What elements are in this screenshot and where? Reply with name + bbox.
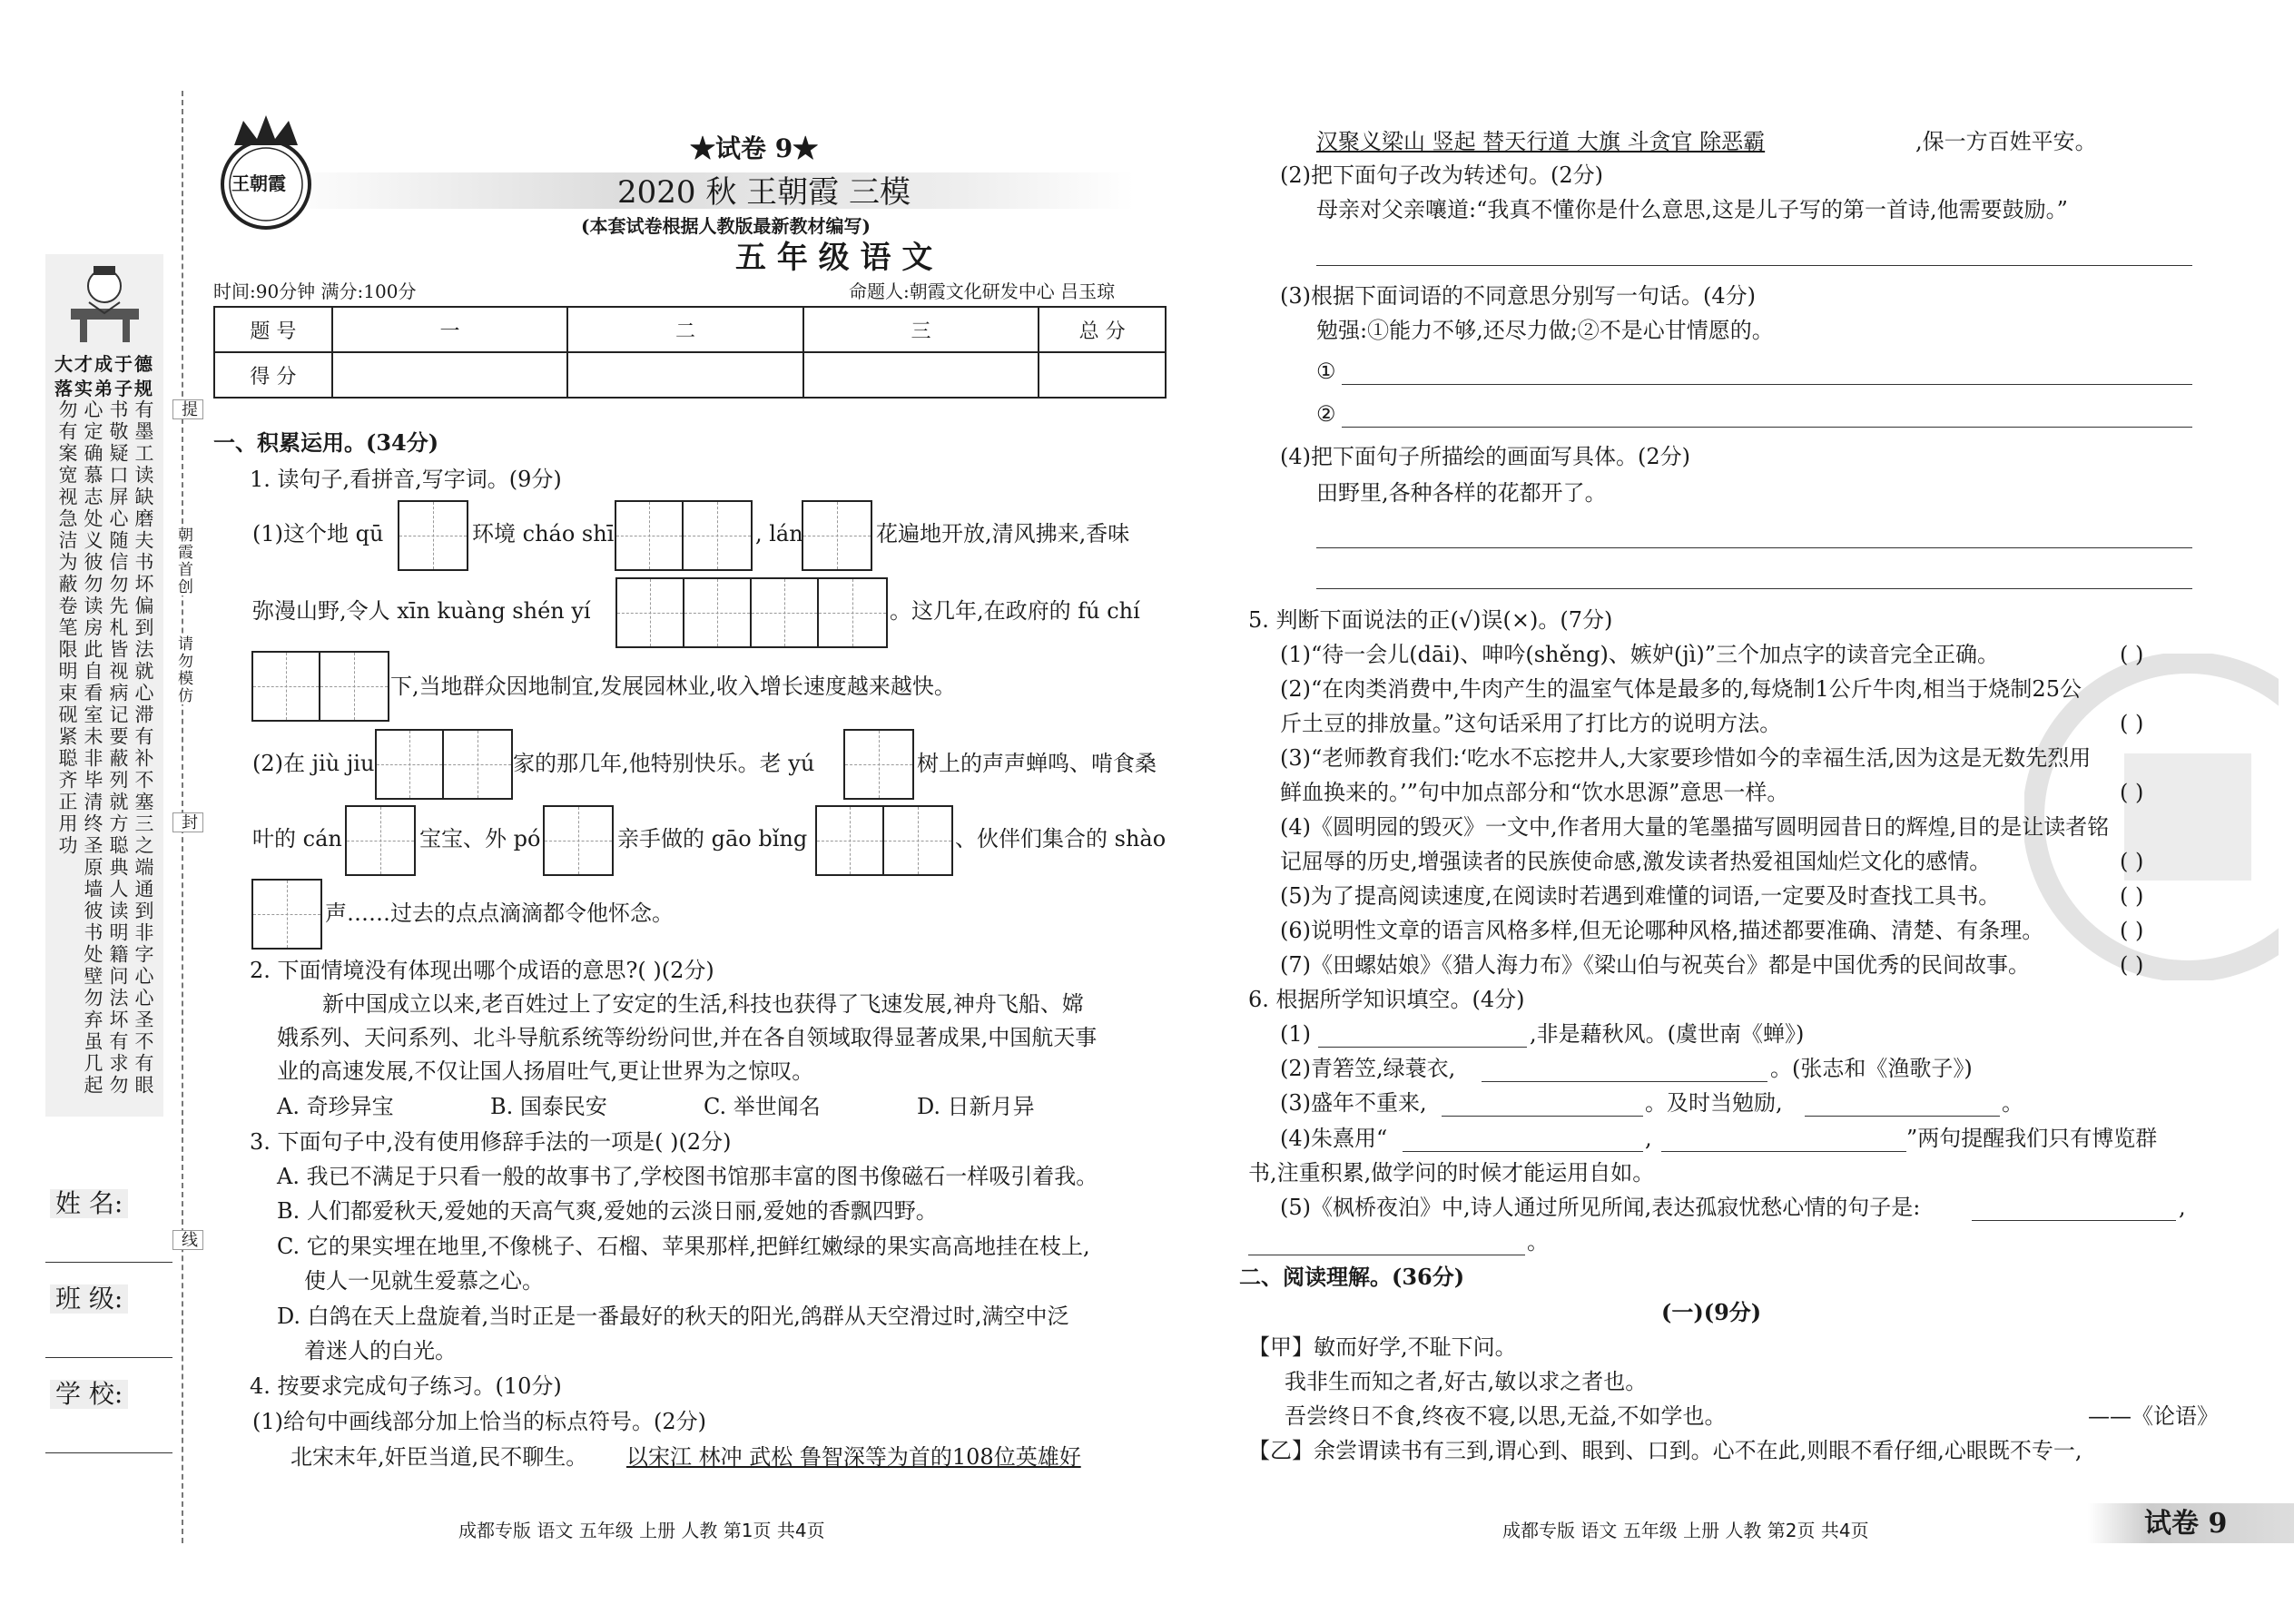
sidebar-motto-1: 大才成于德 — [54, 353, 154, 375]
corner-label: 试卷 9 — [2144, 1508, 2228, 1540]
reading-jia-2: 我非生而知之者,好古,敏以求之者也。 — [1285, 1369, 1648, 1394]
q4-3-number-2: ② — [1316, 401, 1336, 427]
q4-1-passage-c: 汉聚义梁山 竖起 替天行道 大旗 斗贪官 除恶霸 — [1316, 129, 1766, 154]
q3-option-d-1[interactable]: D. 白鸽在天上盘旋着,当时正是一番最好的秋天的阳光,鸽群从天空滑过时,满空中泛 — [277, 1304, 1069, 1329]
q1-line1-a: (1)这个地 qū — [252, 521, 384, 546]
cut-label-ti: 提 — [172, 399, 203, 419]
answer-box-can[interactable] — [345, 805, 416, 876]
q1-line4-a: (2)在 jiù jiu — [252, 751, 375, 776]
q6-4a: (4)朱熹用“ — [1280, 1126, 1388, 1151]
q6-1b: ,非是藉秋风。(虞世南《蝉》) — [1530, 1021, 1805, 1047]
q4-2-title: (2)把下面句子改为转述句。(2分) — [1280, 162, 1603, 188]
q1-line2-b: 。这几年,在政府的 fú chí — [890, 598, 1140, 624]
q2-option-c[interactable]: C. 举世闻名 — [704, 1094, 821, 1119]
score-cell-3[interactable] — [803, 352, 1039, 398]
q5-item-1: (1)“待一会儿(dāi)、呻吟(shěng)、嫉妒(jì)”三个加点字的读音完全正确。 — [1280, 642, 1999, 667]
q6-4-blank-2[interactable] — [1661, 1151, 1906, 1152]
exam-author: 命题人:朝霞文化研发中心 吕玉琼 — [849, 281, 1116, 302]
q1-line5-d: 、伙伴们集合的 shào — [955, 826, 1167, 851]
reading-jia-1: 【甲】敏而好学,不耻下问。 — [1248, 1334, 1517, 1360]
q1-line4-c: 树上的声声蝉鸣、啃食桑 — [917, 751, 1157, 776]
q4-1-passage-b: 以宋江 林冲 武松 鲁智深等为首的108位英雄好 — [626, 1444, 1081, 1470]
logo-text: 王朝霞 — [231, 172, 286, 194]
q2-passage-1: 新中国成立以来,老百姓过上了安定的生活,科技也获得了飞速发展,神舟飞船、嫦 — [322, 991, 1084, 1017]
q6-2b: 。(张志和《渔歌子》) — [1770, 1056, 1973, 1081]
q5-answer-4[interactable]: ( ) — [2120, 849, 2144, 874]
q4-4-title: (4)把下面句子所描绘的画面写具体。(2分) — [1280, 444, 1690, 469]
q4-3-number-1: ① — [1316, 359, 1336, 384]
q4-3-sentence: 勉强:①能力不够,还尽力做;②不是心甘情愿的。 — [1316, 318, 1774, 343]
q6-2a: (2)青箬笠,绿蓑衣, — [1280, 1056, 1456, 1081]
q4-2-answer-line[interactable] — [1316, 265, 2192, 266]
section-2-title: 二、阅读理解。(36分) — [1239, 1264, 1465, 1290]
school-line[interactable] — [45, 1452, 172, 1453]
reading-1-title: (一)(9分) — [1661, 1299, 1762, 1325]
score-table-header-row — [214, 307, 1166, 352]
q1-line5-c: 亲手做的 gāo bǐng — [617, 826, 808, 851]
answer-box-fuchi[interactable] — [251, 651, 389, 722]
q6-4d: 书,注重积累,做学问的时候才能运用自如。 — [1248, 1160, 1655, 1186]
q2-passage-2: 娥系列、天问系列、北斗导航系统等纷纷问世,并在各自领域取得显著成果,中国航天事 — [277, 1025, 1098, 1050]
q4-4-answer-line-1[interactable] — [1316, 547, 2192, 548]
score-table-score-row — [214, 352, 1166, 398]
q3-option-a[interactable]: A. 我已不满足于只看一般的故事书了,学校图书馆那丰富的图书像磁石一样吸引着我。 — [277, 1164, 1098, 1189]
score-header-label: 题 号 — [214, 307, 332, 352]
q6-1a: (1) — [1280, 1021, 1311, 1047]
cut-label-xian: 线 — [172, 1230, 203, 1250]
answer-box-xinkuang[interactable] — [615, 577, 888, 648]
cartoon-scholar-icon — [53, 259, 157, 349]
q2-option-b[interactable]: B. 国泰民安 — [490, 1094, 607, 1119]
q5-item-4a: (4)《圆明园的毁灭》一文中,作者用大量的笔墨描写圆明园昔日的辉煌,目的是让读者铭 — [1280, 814, 2110, 840]
answer-box-lan[interactable] — [802, 500, 872, 571]
q2-option-d[interactable]: D. 日新月异 — [917, 1094, 1035, 1119]
score-table — [213, 306, 1167, 399]
header-subtitle: (本套试卷根据人教版最新教材编写) — [581, 215, 871, 237]
q3-option-c-2: 使人一见就生爱慕之心。 — [304, 1268, 544, 1294]
score-row-label: 得 分 — [214, 352, 332, 398]
q5-item-4b: 记屈辱的历史,增强读者的民族使命感,激发读者热爱祖国灿烂文化的感情。 — [1280, 849, 1992, 874]
q6-5b: , — [2179, 1195, 2186, 1220]
header-badge: ★试卷 9★ — [690, 133, 819, 163]
q1-line5-b: 宝宝、外 pó — [419, 826, 541, 851]
q4-1-title: (1)给句中画线部分加上恰当的标点符号。(2分) — [252, 1409, 706, 1434]
cut-label-feng: 封 — [172, 812, 203, 832]
q5-answer-7[interactable]: ( ) — [2120, 952, 2144, 978]
q1-line6: 声……过去的点点滴滴都令他怀念。 — [325, 901, 674, 926]
q6-1-blank[interactable] — [1318, 1047, 1527, 1048]
q5-item-3a: (3)“老师教育我们:‘吃水不忘挖井人,大家要珍惜如今的幸福生活,因为这是无数先烈用 — [1280, 745, 2092, 771]
q4-title: 4. 按要求完成句子练习。(10分) — [250, 1373, 562, 1399]
time-score: 时间:90分钟 满分:100分 — [213, 281, 417, 302]
q5-item-2b: 斤土豆的排放量。”这句话采用了打比方的说明方法。 — [1280, 711, 1782, 736]
name-line[interactable] — [45, 1262, 172, 1263]
q6-5-blank-1[interactable] — [1972, 1220, 2176, 1221]
q5-item-6: (6)说明性文章的语言风格多样,但无论哪种风格,描述都要准确、清楚、有条理。 — [1280, 918, 2044, 943]
class-line[interactable] — [45, 1357, 172, 1358]
score-cell-total[interactable] — [1039, 352, 1166, 398]
score-cell-2[interactable] — [567, 352, 802, 398]
score-header-3: 三 — [803, 307, 1039, 352]
score-cell-1[interactable] — [332, 352, 567, 398]
q4-1-passage-d: ,保一方百姓平安。 — [1915, 129, 2097, 154]
q3-option-c-1[interactable]: C. 它的果实埋在地里,不像桃子、石榴、苹果那样,把鲜红嫩绿的果实高高地挂在枝上, — [277, 1234, 1090, 1259]
q1-line2-a: 弥漫山野,令人 xīn kuàng shén yí — [252, 598, 591, 624]
q1-line5-a: 叶的 cán — [252, 826, 342, 851]
q4-2-sentence: 母亲对父亲嚷道:“我真不懂你是什么意思,这是儿子写的第一首诗,他需要鼓励。” — [1316, 197, 2068, 222]
q3-option-d-2: 着迷人的白光。 — [304, 1338, 457, 1363]
q4-3-answer-line-1[interactable] — [1342, 384, 2192, 385]
cut-label-chuangzuo: 朝霞首创 — [169, 527, 198, 595]
q1-title: 1. 读句子,看拼音,写字词。(9分) — [250, 467, 562, 492]
q6-4b: , — [1645, 1126, 1652, 1151]
q5-item-2a: (2)“在肉类消费中,牛肉产生的温室气体是最多的,每烧制1公斤牛肉,相当于烧制25公 — [1280, 676, 2082, 702]
q1-line4-b: 家的那几年,他特别快乐。老 yú — [513, 751, 815, 776]
q5-answer-5[interactable]: ( ) — [2120, 883, 2144, 909]
q5-item-7: (7)《田螺姑娘》《猎人海力布》《梁山伯与祝英台》都是中国优秀的民间故事。 — [1280, 952, 2030, 978]
page-footer-left: 成都专版 语文 五年级 上册 人教 第1页 共4页 — [458, 1520, 825, 1541]
answer-box-po[interactable] — [543, 805, 614, 876]
school-label: 学 校: — [50, 1380, 128, 1409]
answer-box-chaoshi[interactable] — [615, 500, 753, 571]
answer-box-shao[interactable] — [251, 879, 322, 950]
score-header-total: 总 分 — [1039, 307, 1166, 352]
q4-3-answer-line-2[interactable] — [1342, 427, 2192, 428]
q3-title: 3. 下面句子中,没有使用修辞手法的一项是( )(2分) — [250, 1129, 732, 1155]
name-label: 姓 名: — [50, 1189, 128, 1218]
q6-4-blank-1[interactable] — [1403, 1151, 1643, 1152]
q1-line1-d: 花遍地开放,清风拂来,香味 — [876, 521, 1130, 546]
q2-passage-3: 业的高速发展,不仅让国人扬眉吐气,更让世界为之惊叹。 — [277, 1058, 814, 1084]
reading-jia-source: ——《论语》 — [2088, 1403, 2219, 1429]
q6-3a: (3)盛年不重来, — [1280, 1090, 1427, 1116]
reading-yi-1: 【乙】余尝谓读书有三到,谓心到、眼到、口到。心不在此,则眼不看仔细,心眼既不专一, — [1248, 1438, 2082, 1463]
section-1-title: 一、积累运用。(34分) — [213, 429, 439, 456]
q2-title: 2. 下面情境没有体现出哪个成语的意思?( )(2分) — [250, 958, 714, 983]
q1-line1-b: 环境 cháo shī — [472, 521, 615, 546]
q5-title: 5. 判断下面说法的正(√)误(×)。(7分) — [1248, 607, 1613, 633]
q6-4c: ”两句提醒我们只有博览群 — [1906, 1126, 2158, 1151]
cut-label-moufang: 请勿模仿 — [169, 635, 198, 704]
q6-3b: 。及时当勉励, — [1645, 1090, 1783, 1116]
q3-option-b[interactable]: B. 人们都爱秋天,爱她的天高气爽,爱她的云淡日丽,爱她的香飘四野。 — [277, 1198, 938, 1224]
score-header-2: 二 — [567, 307, 802, 352]
sidebar-motto-2: 落实弟子规 — [54, 378, 154, 399]
q5-answer-2[interactable]: ( ) — [2120, 711, 2144, 736]
q4-4-sentence: 田野里,各种各样的花都开了。 — [1316, 480, 1607, 506]
sidebar-poem-text: 有墨工读缺磨夫书坏偏到法就心滞有补不塞三之端通到非字心心圣不有眼书敬疑口屏心随信勿先札皆视病记要蔽列就方聪典人读明籍问法坏有求勿心定确慕志处义彼勿读房此自看室未非毕清终圣原墙彼书处壁勿弃虽几起勿有案宽视急洁为蔽卷笔限明束砚紧聪齐正用功 — [56, 399, 154, 1097]
class-label: 班 级: — [50, 1284, 128, 1314]
q5-item-3b: 鲜血换来的。’”句中加点部分和“饮水思源”意思一样。 — [1280, 780, 1789, 805]
q4-3-title: (3)根据下面词语的不同意思分别写一句话。(4分) — [1280, 283, 1756, 309]
q6-3-blank-1[interactable] — [1442, 1116, 1643, 1117]
grade-title: 五 年 级 语 文 — [735, 240, 933, 276]
q5-answer-1[interactable]: ( ) — [2120, 642, 2144, 667]
q6-5c: 。 — [1527, 1229, 1549, 1255]
q6-5a: (5)《枫桥夜泊》中,诗人通过所见所闻,表达孤寂忧愁心情的句子是: — [1280, 1195, 1921, 1220]
q6-3-blank-2[interactable] — [1805, 1116, 2000, 1117]
q5-answer-6[interactable]: ( ) — [2120, 918, 2144, 943]
reading-jia-3: 吾尝终日不食,终夜不寝,以思,无益,不如学也。 — [1285, 1403, 1727, 1429]
q4-4-answer-line-2[interactable] — [1316, 588, 2192, 589]
q1-line3: 下,当地群众因地制宜,发展园林业,收入增长速度越来越快。 — [390, 674, 956, 699]
answer-box-gaobing[interactable] — [815, 805, 953, 876]
q5-answer-3[interactable]: ( ) — [2120, 780, 2144, 805]
sidebar-poem — [54, 399, 156, 1107]
answer-box-qu[interactable] — [398, 500, 468, 571]
answer-box-jiujiu[interactable] — [375, 729, 513, 800]
q6-title: 6. 根据所学知识填空。(4分) — [1248, 987, 1525, 1012]
q4-1-passage-a: 北宋末年,奸臣当道,民不聊生。 — [290, 1444, 588, 1470]
q1-line1-c: , lán — [755, 521, 803, 546]
answer-box-yu[interactable] — [843, 729, 914, 800]
page-footer-right: 成都专版 语文 五年级 上册 人教 第2页 共4页 — [1502, 1520, 1869, 1541]
q2-option-a[interactable]: A. 奇珍异宝 — [277, 1094, 394, 1119]
q6-3c: 。 — [2002, 1090, 2023, 1116]
q5-item-5: (5)为了提高阅读速度,在阅读时若遇到难懂的词语,一定要及时查找工具书。 — [1280, 883, 2001, 909]
score-header-1: 一 — [332, 307, 567, 352]
q6-2-blank[interactable] — [1482, 1081, 1767, 1082]
header-title: 2020 秋 王朝霞 三模 — [617, 174, 911, 211]
